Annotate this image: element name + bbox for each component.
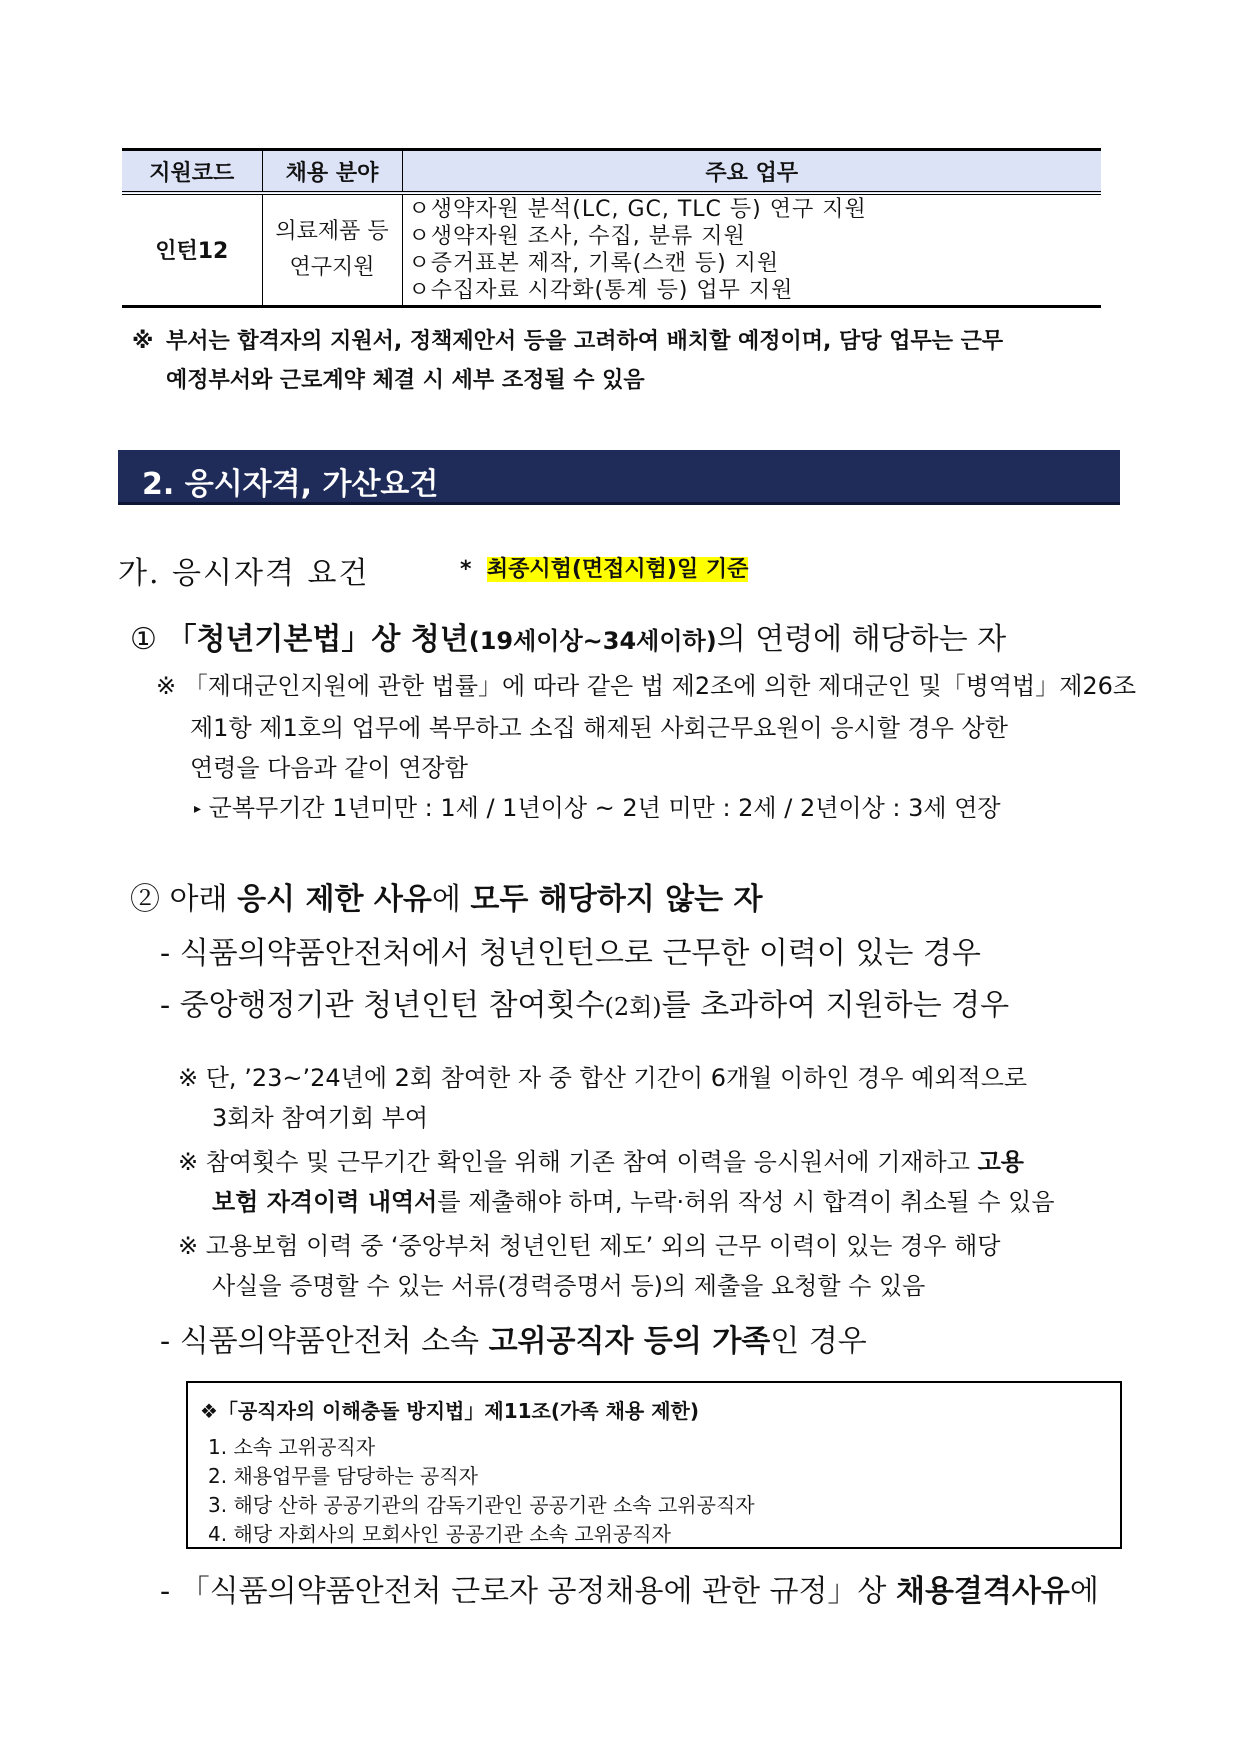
insurance-line-2-rest: 를 제출해야 하며, 누락·허위 작성 시 합격이 취소될 수 있음 [437, 1188, 1055, 1216]
header-code: 지원코드 [122, 150, 262, 194]
insurance-bold-1: 고용 [977, 1148, 1024, 1176]
note-line-1: 부서는 합격자의 지원서, 정책제안서 등을 고려하여 배치할 예정이며, 담당 업무는 근무 [166, 329, 1004, 354]
case-3-text-a: 식품의약품안전처 소속 [179, 1324, 480, 1359]
dash-mark: - [160, 1574, 171, 1609]
history-note [178, 1226, 1000, 1266]
exception-note [178, 1058, 1027, 1098]
requirement-2 [130, 874, 763, 918]
restriction-case-2 [160, 980, 1009, 1024]
reference-mark: ※ [178, 1064, 199, 1092]
case-3-bold: 고위공직자 등의 가족 [488, 1324, 771, 1359]
veteran-note-line-1: 「제대군인지원에 관한 법률」에 따라 같은 법 제2조에 의한 제대군인 및「병역법」제26조 [183, 672, 1137, 700]
history-line-1: 고용보험 이력 중 ‘중앙부처 청년인턴 제도’ 외의 근무 이력이 있는 경우 해당 [205, 1232, 1001, 1260]
section-title: 2. 응시자격, 가산요건 [142, 467, 439, 502]
item-number: ① [130, 622, 157, 657]
bullet-icon: ▸ [194, 801, 202, 817]
section-header [118, 450, 1120, 505]
reference-mark: ※ [178, 1148, 199, 1176]
law-name: 「청년기본법」상 청년 [166, 622, 469, 657]
dash-mark: - [160, 1324, 171, 1359]
law-box-item: 1. 소속 고위공직자 [208, 1435, 376, 1459]
requirement-1 [130, 614, 1006, 658]
cell-field [262, 193, 402, 306]
dash-mark: - [160, 988, 171, 1023]
law-box-title: ❖「공직자의 이해충돌 방지법」제11조(가족 채용 제한) [200, 1399, 699, 1423]
duty-item: ㅇ생약자원 조사, 수집, 분류 지원 [408, 223, 746, 249]
basis-highlight: 최종시험(면접시험)일 기준 [486, 557, 749, 582]
insurance-line-1: 참여횟수 및 근무기간 확인을 위해 기존 참여 이력을 응시원서에 기재하고 [205, 1148, 970, 1176]
extension-rule [194, 788, 1001, 829]
law-box-item: 2. 채용업무를 담당하는 공직자 [208, 1464, 478, 1488]
header-duties: 주요 업무 [402, 150, 1101, 194]
duty-item: ㅇ증거표본 제작, 기록(스캔 등) 지원 [408, 250, 780, 276]
requirement-1-rest: 의 연령에 해당하는 자 [716, 622, 1007, 657]
veteran-note [156, 666, 1136, 706]
duty-item: ㅇ생약자원 분석(LC, GC, TLC 등) 연구 지원 [408, 196, 867, 222]
cell-duties [402, 193, 1101, 306]
law-box-item: 4. 해당 자회사의 모회사인 공공기관 소속 고위공직자 [208, 1522, 671, 1546]
basis-star: * [460, 557, 472, 582]
insurance-document: 보험 자격이력 내역서 [212, 1188, 438, 1216]
insurance-line-2 [212, 1182, 1055, 1222]
reference-mark: ※ [132, 329, 154, 354]
veteran-note-line-3: 연령을 다음과 같이 연장함 [190, 754, 468, 782]
item-number: ② [130, 882, 160, 917]
law-box-item: 3. 해당 산하 공공기관의 감독기관인 공공기관 소속 고위공직자 [208, 1493, 755, 1517]
subsection-title: 가. 응시자격 요건 [118, 556, 370, 591]
reference-mark: ※ [156, 672, 177, 700]
field-line-2: 연구지원 [289, 254, 375, 280]
case-4-text-c: 에 [1069, 1574, 1099, 1609]
job-table [122, 148, 1101, 308]
exception-line-1: 단, ’23~’24년에 2회 참여한 자 중 합산 기간이 6개월 이하인 경우 예외적으로 [205, 1064, 1028, 1092]
exception-line-2: 3회차 참여기회 부여 [212, 1104, 428, 1132]
restriction-case-4 [160, 1566, 1099, 1610]
basis-note [460, 552, 748, 583]
requirement-2-pre: 아래 [169, 882, 228, 917]
history-line-2: 사실을 증명할 수 있는 서류(경력증명서 등)의 제출을 요청할 수 있음 [212, 1272, 926, 1300]
requirement-2-mid: 에 [431, 882, 461, 917]
case-1-text: 식품의약품안전처에서 청년인턴으로 근무한 이력이 있는 경우 [179, 936, 981, 971]
case-4-text-a: 「식품의약품안전처 근로자 공정채용에 관한 규정」상 [179, 1574, 887, 1609]
field-line-1: 의료제품 등 [275, 218, 389, 244]
case-3-text-c: 인 경우 [770, 1324, 867, 1359]
insurance-note [178, 1142, 1024, 1182]
conflict-of-interest-box [186, 1381, 1122, 1549]
restriction-case-1 [160, 928, 981, 972]
restriction-case-3 [160, 1316, 867, 1360]
reference-mark: ※ [178, 1232, 199, 1260]
header-field: 채용 분야 [262, 150, 402, 194]
veteran-note-line-2: 제1항 제1호의 업무에 복무하고 소집 해제된 사회근무요원이 응시할 경우 상한 [190, 714, 1008, 742]
table-header-row [122, 150, 1101, 194]
extension-text: 군복무기간 1년미만 : 1세 / 1년이상 ~ 2년 미만 : 2세 / 2년이상 : 3세 연장 [208, 794, 1001, 822]
case-2-count: (2회) [604, 993, 662, 1021]
case-2-text-a: 중앙행정기관 청년인턴 참여횟수 [179, 988, 605, 1023]
age-range: (19세이상~34세이하) [468, 627, 717, 655]
assignment-note-text [166, 322, 1156, 400]
note-line-2: 예정부서와 근로계약 체결 시 세부 조정될 수 있음 [166, 368, 645, 393]
case-4-bold: 채용결격사유 [895, 1574, 1070, 1609]
case-2-text-c: 를 초과하여 지원하는 경우 [661, 988, 1010, 1023]
duty-item: ㅇ수집자료 시각화(통계 등) 업무 지원 [408, 277, 794, 303]
cell-code: 인턴12 [122, 193, 262, 306]
none-applicable: 모두 해당하지 않는 자 [470, 882, 763, 917]
table-row [122, 193, 1101, 306]
restriction-reason: 응시 제한 사유 [237, 882, 432, 917]
dash-mark: - [160, 936, 171, 971]
